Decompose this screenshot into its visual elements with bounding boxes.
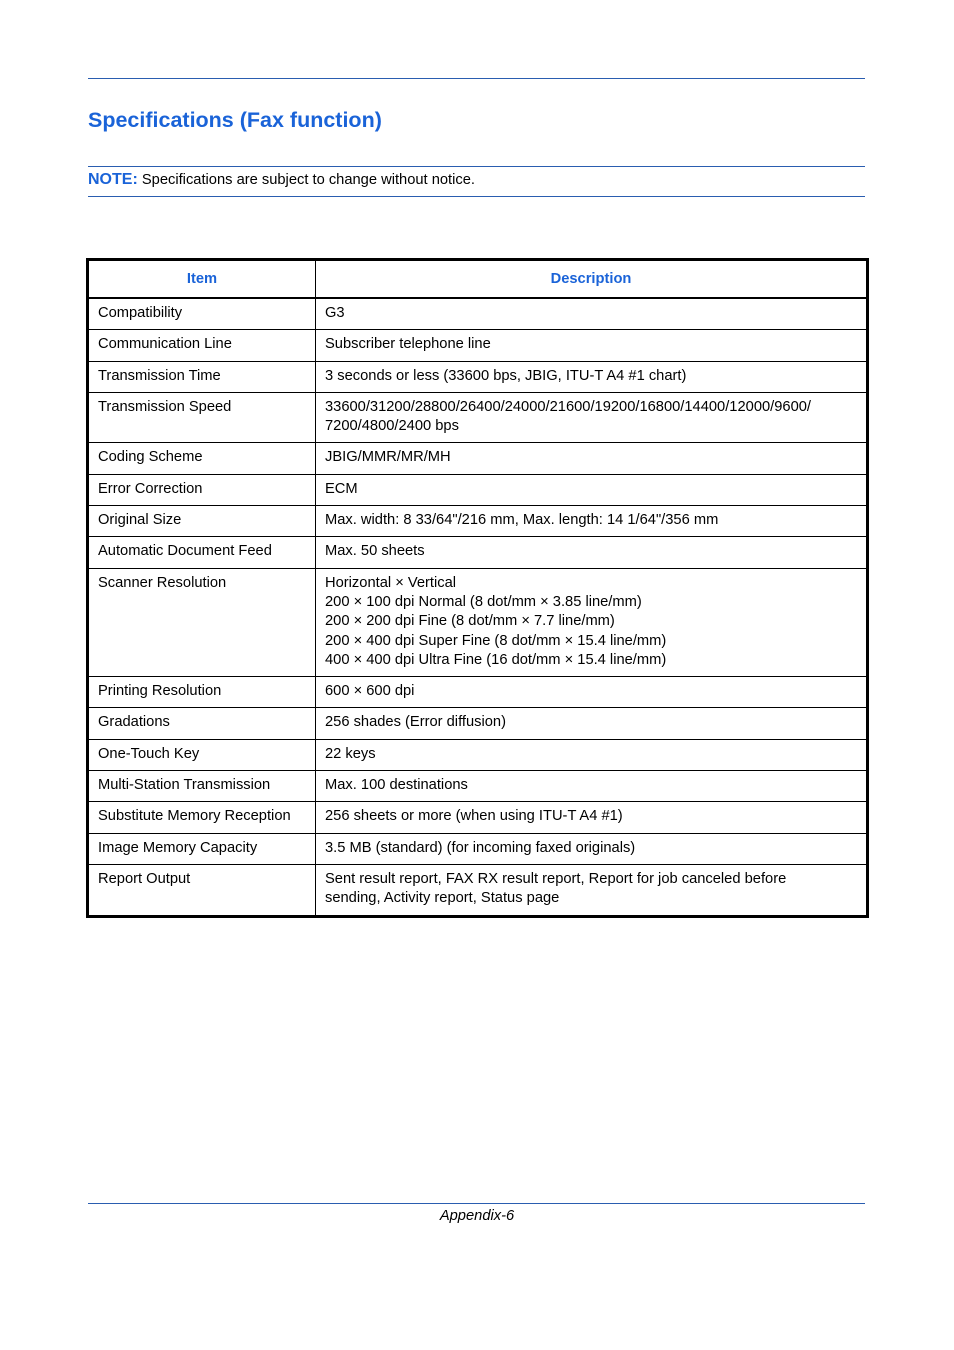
description-line: ECM — [325, 480, 358, 497]
note-text: Specifications are subject to change without notice. — [137, 172, 475, 188]
description-line: 200 × 100 dpi Normal (8 dot/mm × 3.85 line/mm) — [325, 593, 642, 610]
spec-description — [316, 330, 868, 361]
spec-item: Scanner Resolution — [88, 568, 316, 676]
description-line: Max. 100 destinations — [325, 777, 468, 794]
description-line: 200 × 200 dpi Fine (8 dot/mm × 7.7 line/mm) — [325, 613, 615, 630]
spec-item: Gradations — [88, 708, 316, 739]
spec-item: Printing Resolution — [88, 677, 316, 708]
description-line: Max. 50 sheets — [325, 543, 425, 560]
spec-description — [316, 537, 868, 568]
spec-description — [316, 708, 868, 739]
spec-description — [316, 833, 868, 864]
description-line: 3.5 MB (standard) (for incoming faxed originals) — [325, 839, 636, 856]
table-row — [88, 474, 868, 505]
column-header-item: Item — [88, 260, 316, 299]
spec-item: Coding Scheme — [88, 443, 316, 474]
footer-divider — [88, 1203, 865, 1204]
description-line: 33600/31200/28800/26400/24000/21600/19200/16800/14400/12000/9600/ — [325, 398, 811, 415]
description-line: sending, Activity report, Status page — [325, 890, 560, 907]
description-line: 22 keys — [325, 745, 376, 762]
spec-description — [316, 506, 868, 537]
table-row — [88, 708, 868, 739]
table-row — [88, 739, 868, 770]
spec-description — [316, 361, 868, 392]
spec-description — [316, 739, 868, 770]
table-row — [88, 537, 868, 568]
spec-item: Substitute Memory Reception — [88, 802, 316, 833]
spec-description — [316, 802, 868, 833]
table-body — [88, 298, 868, 916]
description-line: 600 × 600 dpi — [325, 683, 415, 700]
spec-item: Compatibility — [88, 298, 316, 330]
table-row — [88, 771, 868, 802]
spec-description — [316, 298, 868, 330]
spec-item: Multi-Station Transmission — [88, 771, 316, 802]
spec-description — [316, 474, 868, 505]
description-line: 7200/4800/2400 bps — [325, 418, 459, 435]
table-row — [88, 506, 868, 537]
spec-description — [316, 392, 868, 443]
description-line: 400 × 400 dpi Ultra Fine (16 dot/mm × 15.4 line/mm) — [325, 651, 667, 668]
description-line: 256 shades (Error diffusion) — [325, 714, 506, 731]
page-number: Appendix-6 — [439, 1208, 515, 1224]
spec-item: Original Size — [88, 506, 316, 537]
table-header-row — [88, 260, 868, 299]
table-row — [88, 361, 868, 392]
spec-item: One-Touch Key — [88, 739, 316, 770]
spec-item: Automatic Document Feed — [88, 537, 316, 568]
spec-description — [316, 771, 868, 802]
spec-description — [316, 443, 868, 474]
spec-item: Image Memory Capacity — [88, 833, 316, 864]
table-row — [88, 443, 868, 474]
description-line: JBIG/MMR/MR/MH — [325, 449, 451, 466]
table-row — [88, 833, 868, 864]
description-line: 256 sheets or more (when using ITU-T A4 #1) — [325, 808, 623, 825]
spec-item: Error Correction — [88, 474, 316, 505]
header-divider — [88, 78, 865, 79]
description-line: G3 — [325, 305, 345, 321]
description-line: 200 × 400 dpi Super Fine (8 dot/mm × 15.4 line/mm) — [325, 632, 667, 649]
description-line: Subscriber telephone line — [325, 336, 491, 353]
spec-item: Transmission Speed — [88, 392, 316, 443]
table-row — [88, 330, 868, 361]
specifications-table — [86, 258, 869, 918]
description-line: Horizontal × Vertical — [325, 574, 457, 591]
spec-item: Communication Line — [88, 330, 316, 361]
column-header-description: Description — [316, 260, 868, 299]
spec-description — [316, 677, 868, 708]
note — [88, 171, 475, 189]
table-row — [88, 298, 868, 330]
page-title: Specifications (Fax function) — [88, 108, 382, 132]
table-row — [88, 677, 868, 708]
table-row — [88, 392, 868, 443]
table-row — [88, 568, 868, 676]
spec-item: Report Output — [88, 864, 316, 916]
description-line: Sent result report, FAX RX result report, Report for job canceled before — [325, 870, 787, 887]
spec-item: Transmission Time — [88, 361, 316, 392]
spec-description — [316, 864, 868, 916]
description-line: Max. width: 8 33/64"/216 mm, Max. length: 14 1/64"/356 mm — [325, 512, 719, 529]
table-row — [88, 802, 868, 833]
note-divider-bottom — [88, 196, 865, 197]
note-label: NOTE: — [88, 171, 138, 188]
note-divider-top — [88, 166, 865, 167]
table-row — [88, 864, 868, 916]
description-line: 3 seconds or less (33600 bps, JBIG, ITU-T A4 #1 chart) — [325, 367, 687, 384]
spec-description — [316, 568, 868, 676]
